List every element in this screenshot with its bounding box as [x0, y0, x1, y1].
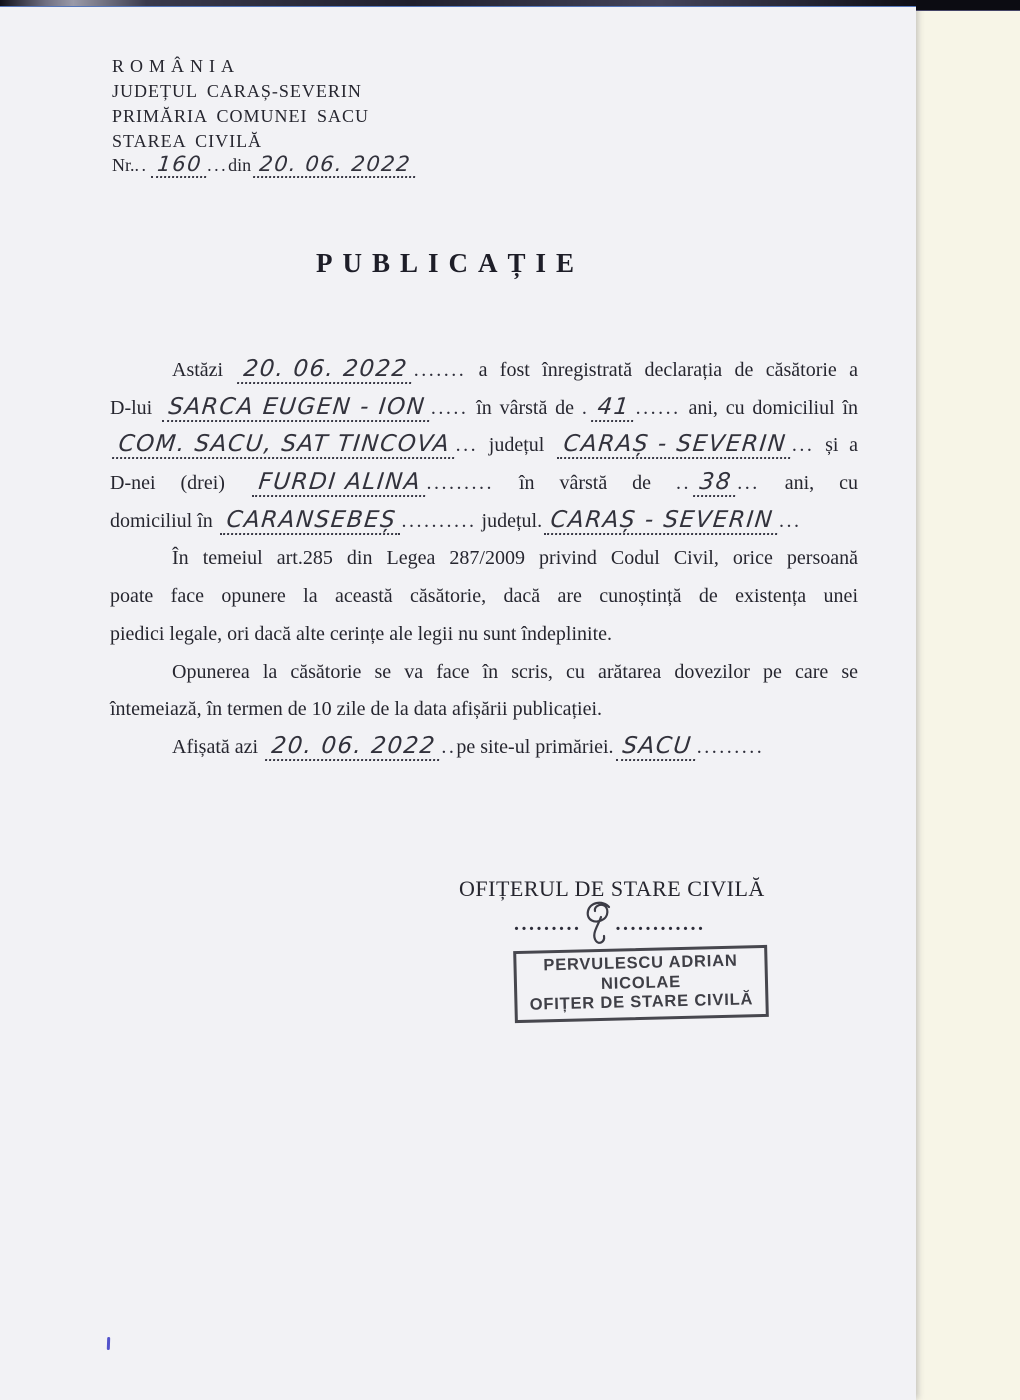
opposition-paragraph-line: Opunerea la căsătorie se va face în scris, cu arătarea dovezilor pe care se [172, 660, 858, 683]
header-townhall: PRIMĂRIA COMUNEI SACU [112, 106, 370, 126]
officer-stamp [513, 945, 769, 1023]
typed-text: pe site-ul primăriei. [456, 735, 614, 758]
dotted-fill: .. [676, 472, 692, 495]
dotted-fill: ....... [413, 359, 467, 381]
blue-ink-mark [107, 1337, 110, 1350]
signature-dotted-line [514, 898, 706, 946]
header-office: STAREA CIVILĂ [112, 131, 263, 151]
typed-text: ani, cu domiciliul în [680, 396, 859, 419]
typed-text: Afișată azi [172, 735, 264, 758]
handwritten-groom-age: 41 [591, 396, 636, 422]
scan-edge-strip [0, 0, 916, 7]
dotted-fill: .......... [401, 509, 477, 532]
body-line-groom-domicile [110, 427, 858, 465]
reg-date-handwritten: 20. 06. 2022 [253, 154, 417, 178]
stamp-officer-title: OFIȚER DE STARE CIVILĂ [529, 990, 754, 1014]
dotted-fill: ... [779, 509, 802, 532]
reg-din: din [228, 155, 252, 175]
typed-text: în vârstă de [494, 472, 677, 495]
typed-text: D-nei (drei) [110, 472, 250, 495]
header-country: ROMÂNIA [112, 56, 241, 76]
reg-number-handwritten: 160 [151, 154, 208, 178]
body-line-registered [110, 352, 858, 390]
typed-text: județul. [476, 509, 543, 532]
posted-line [110, 729, 858, 767]
legal-paragraph-line: poate face opunere la această căsătorie, dacă are cunoștință de existența unei [110, 585, 858, 608]
document-body [110, 352, 858, 767]
typed-text: Astăzi [172, 359, 236, 381]
handwritten-site-name: SACU [616, 735, 698, 761]
dotted-fill: ..... [430, 396, 469, 419]
dotted-fill: ......... [696, 735, 765, 758]
dotted-fill: ... [455, 434, 479, 457]
dotted-fill: ............ [615, 913, 706, 935]
reg-prefix: Nr. [112, 155, 135, 175]
header-county: JUDEȚUL CARAȘ-SEVERIN [112, 81, 362, 101]
dotted-fill: .. [441, 735, 457, 758]
handwritten-groom-name: SARCA EUGEN - ION [162, 396, 432, 422]
typed-text: ani, cu [759, 472, 859, 495]
handwritten-groom-domicile: COM. SACU, SAT TINCOVA [112, 433, 456, 459]
body-line-groom [110, 390, 858, 428]
handwritten-bride-age: 38 [693, 471, 738, 497]
dotted-fill: ......... [426, 472, 494, 495]
dotted-fill: ......... [514, 913, 582, 935]
opposition-paragraph-line: întemeiază, în termen de 10 zile de la data afișării publicației. [110, 698, 603, 721]
typed-text: județul [478, 434, 556, 457]
reg-dots: .. [134, 155, 149, 175]
letterhead [112, 54, 417, 178]
handwritten-posted-date: 20. 06. 2022 [265, 735, 442, 761]
dotted-fill: ... [737, 472, 760, 495]
typed-text: a fost înregistrată declarația de căsătorie a [466, 359, 858, 381]
dotted-fill: ...... [635, 396, 681, 419]
dotted-fill: . [581, 396, 590, 419]
signature-title: OFIȚERUL DE STARE CIVILĂ [459, 876, 765, 901]
typed-text: D-lui [110, 396, 161, 419]
body-line-bride [110, 465, 858, 503]
legal-paragraph-line: În temeiul art.285 din Legea 287/2009 privind Codul Civil, orice persoană [172, 547, 858, 570]
handwritten-bride-domicile: CARANSEBEȘ [220, 509, 402, 535]
stamp-officer-name: PERVULESCU ADRIAN NICOLAE [543, 951, 738, 993]
scan-edge-strip-right [916, 0, 1020, 11]
handwritten-groom-county: CARAȘ - SEVERIN [557, 433, 793, 459]
dotted-fill: ... [791, 434, 815, 457]
reg-dots: ... [207, 155, 229, 175]
signature-squiggle-icon [578, 898, 620, 946]
typed-text: domiciliul în [110, 509, 218, 532]
legal-paragraph-line: piedici legale, ori dacă alte cerințe ale legii nu sunt îndeplinite. [110, 622, 613, 645]
document-title: PUBLICAȚIE [315, 248, 585, 278]
body-line-bride-domicile [110, 503, 858, 541]
handwritten-bride-name: FURDI ALINA [252, 471, 427, 497]
handwritten-bride-county: CARAȘ - SEVERIN [544, 509, 780, 535]
typed-text: și a [814, 434, 858, 457]
registration-line [112, 154, 417, 178]
handwritten-registration-date: 20. 06. 2022 [237, 358, 414, 384]
typed-text: în vârstă de [468, 396, 582, 419]
